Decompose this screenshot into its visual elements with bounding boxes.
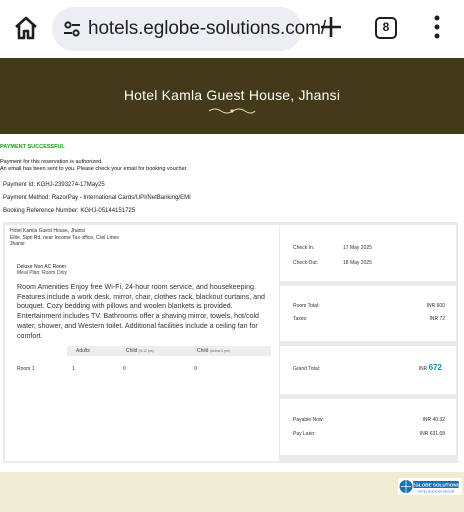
room-total-label: Room Total:	[293, 303, 320, 309]
check-in-date: 17 May 2025	[343, 245, 372, 251]
hotel-banner	[0, 58, 464, 134]
booking-reference: Booking Reference Number: KGHJ-05144151725	[3, 208, 136, 214]
child-header: Child (5-12 yrs)	[126, 348, 154, 354]
room-type: Deluxe Non AC Room	[17, 264, 66, 270]
meal-plan: Meal Plan: Room Only	[17, 270, 68, 276]
browser-toolbar	[0, 0, 464, 58]
child-count: 0	[123, 366, 126, 372]
address-bar[interactable]	[52, 7, 327, 51]
booking-voucher	[3, 222, 458, 463]
taxes-value: INR 72	[429, 316, 445, 322]
payment-split	[280, 399, 456, 455]
more-menu-icon[interactable]	[434, 15, 440, 39]
room-row-label: Room 1	[17, 366, 35, 372]
adults-count: 1	[72, 366, 75, 372]
hotel-title: Hotel Kamla Guest House, Jhansi	[123, 87, 341, 103]
taxes-label: Taxes:	[293, 316, 308, 322]
home-icon[interactable]	[12, 14, 40, 42]
room-amenities: Room Amenities Enjoy free Wi-Fi, 24-hour room service, and housekeeping. Features include a work desk, mirror, chair, clothes rack, blackout curtains, and bouquet. Cozy bedding with pillows and woolen blankets is provided. Entertainment includes TV. Bathrooms offer a shaving mirror, towels, hot/cold water, shower, and Western toilet. Additional facilities include a ceiling fan for comfort.	[17, 283, 265, 340]
url-text[interactable]: hotels.eglobe-solutions.com/	[88, 18, 327, 39]
child-below-count: 0	[194, 366, 197, 372]
price-breakdown	[280, 286, 456, 341]
child-below-header: Child (below 5 yrs)	[197, 348, 230, 354]
pay-later-label: Pay Later:	[293, 431, 316, 437]
stay-dates	[280, 225, 456, 281]
tab-switcher-button[interactable]: 8	[375, 17, 397, 39]
occupancy-header	[67, 346, 271, 356]
voucher-hotel-name: Hotel Kamla Guest House, Jhansi	[10, 228, 86, 234]
hotel-address: Elite, Sipri Rd, near Income Tax office, Civil Lines	[10, 235, 119, 241]
authorization-message: Payment for this reservation is authorized.	[0, 159, 103, 165]
payable-now-label: Payable Now:	[293, 417, 324, 423]
check-out-date: 18 May 2025	[343, 260, 372, 266]
payable-now-value: INR 40.32	[422, 417, 445, 423]
svg-text:EGLOBE SOLUTIONS: EGLOBE SOLUTIONS	[412, 482, 460, 488]
voucher-details	[5, 225, 279, 461]
payment-status: PAYMENT SUCCESSFUL	[0, 144, 65, 150]
svg-text:HOTEL BOOKING ENGINE: HOTEL BOOKING ENGINE	[417, 489, 455, 494]
email-message: An email has been sent to you. Please check your email for booking voucher.	[0, 166, 188, 172]
page-content	[0, 58, 464, 512]
grand-total-box	[280, 346, 456, 394]
room-total-value: INR 600	[426, 303, 445, 309]
ornament-icon	[207, 107, 257, 115]
grand-total-label: Grand Total:	[293, 366, 321, 372]
payment-method: Payment Method: RazorPay - International Cards/UPI/NetBanking/EMI	[3, 195, 191, 201]
pay-later-value: INR 631.68	[419, 431, 445, 437]
hotel-city: Jhansi	[10, 241, 25, 247]
new-tab-icon[interactable]	[318, 14, 344, 40]
page-footer	[0, 472, 464, 512]
check-out-label: Check Out:	[293, 260, 319, 266]
grand-total-value: INR 672	[418, 363, 442, 372]
check-in-label: Check In:	[293, 245, 315, 251]
adults-header: Adults	[76, 348, 90, 354]
payment-id: Payment Id: KGHJ-2393274-17May25	[3, 182, 105, 188]
eglobe-logo[interactable]	[398, 478, 462, 495]
site-settings-icon[interactable]	[62, 19, 82, 39]
